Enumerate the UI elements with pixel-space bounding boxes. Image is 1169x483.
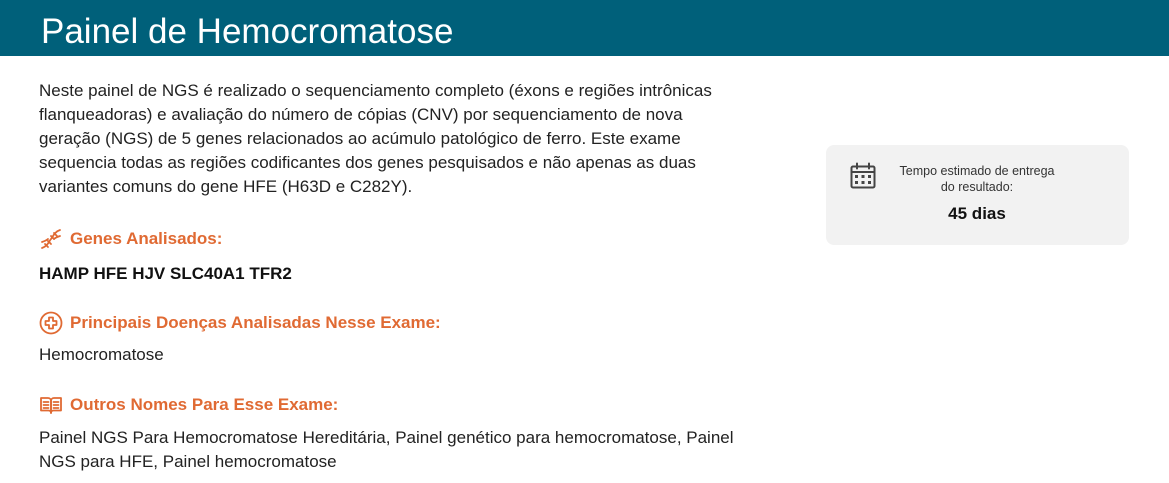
exam-description: Neste painel de NGS é realizado o sequenciamento completo (éxons e regiões intrônicas flanqueadoras) e avaliação do número de cópias (CNV) por sequenciamento de nova geração (NGS) de 5 genes relacionados ao acúmulo patológico de ferro. Este exame sequencia todas as regiões codificantes dos genes pesquisados e não apenas as duas variantes comuns do gene HFE (H63D e C282Y). [39, 81, 712, 196]
delivery-time-value: 45 dias [948, 204, 1006, 223]
genes-heading [39, 227, 222, 251]
medical-cross-icon [39, 311, 63, 335]
page-header [0, 0, 1169, 56]
other-names-list: Painel NGS Para Hemocromatose Hereditária, Painel genético para hemocromatose, Painel NGS para HFE, Painel hemocromatose [39, 428, 734, 471]
diseases-heading [39, 311, 441, 335]
genes-heading-label: Genes Analisados: [70, 229, 223, 248]
calendar-icon [849, 162, 877, 190]
genes-list: HAMP HFE HJV SLC40A1 TFR2 [39, 264, 292, 283]
other-names-heading [39, 393, 338, 417]
delivery-time-label: Tempo estimado de entrega do resultado: [899, 164, 1055, 194]
diseases-heading-label: Principais Doenças Analisadas Nesse Exame: [70, 313, 441, 332]
page-title: Painel de Hemocromatose [41, 12, 454, 51]
open-book-icon [39, 393, 63, 417]
delivery-time-card [826, 145, 1129, 245]
diseases-list: Hemocromatose [39, 345, 164, 364]
other-names-heading-label: Outros Nomes Para Esse Exame: [70, 395, 339, 414]
dna-icon [39, 227, 63, 251]
